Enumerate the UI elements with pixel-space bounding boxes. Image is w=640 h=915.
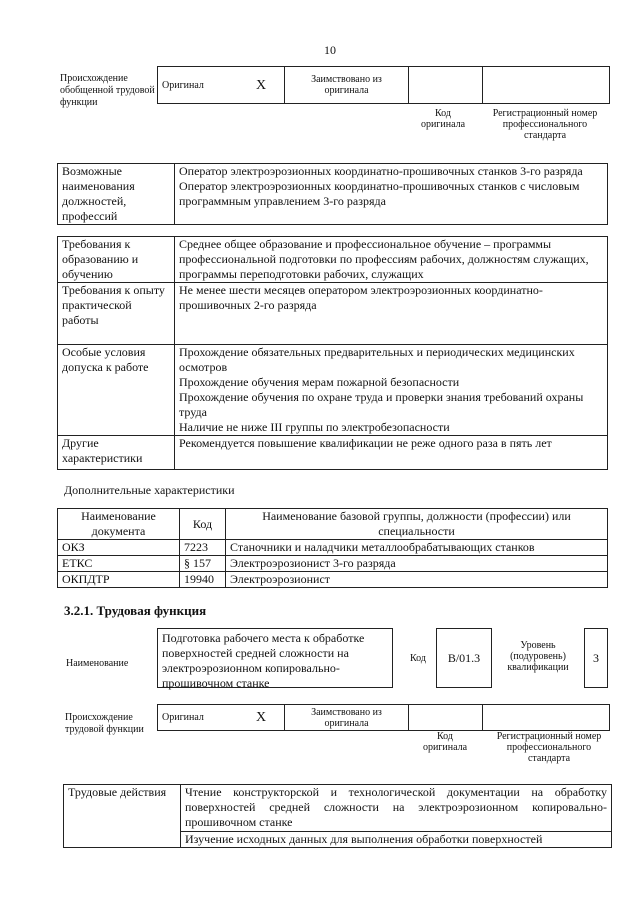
- header-document: Наименование документа: [58, 509, 180, 540]
- reg-caption: Регистрационный номер профессионального стандарта: [492, 108, 598, 141]
- requirements-table: [57, 236, 608, 470]
- education-label: Требования к образованию и обучению: [58, 237, 175, 283]
- action-item: Изучение исходных данных для выполнения обработки поверхностей: [181, 832, 612, 848]
- original2-label: Оригинал: [158, 705, 253, 731]
- education-text: Среднее общее образование и профессиональное обучение – программы профессиональной подготовки по профессиям рабочих, должностям служащих, программы переподготовки рабочих, служащих: [175, 237, 608, 283]
- level-label: Уровень (подуровень) квалификации: [507, 640, 569, 673]
- name-cell: Электроэрозионист 3-го разряда: [226, 556, 608, 572]
- positions-table: [57, 163, 608, 225]
- original-label: Оригинал: [158, 67, 253, 104]
- page-number: 10: [324, 43, 336, 57]
- header-name: Наименование базовой группы, должности (профессии) или специальности: [226, 509, 608, 540]
- function-code-label: Код: [410, 653, 426, 664]
- original2-mark: X: [252, 705, 285, 731]
- function-name-box: Подготовка рабочего места к обработке поверхностей средней сложности на электроэрозионном копировально-прошивочном станке: [157, 628, 393, 688]
- doc-cell: ЕТКС: [58, 556, 180, 572]
- other-text: Рекомендуется повышение квалификации не реже одного раза в пять лет: [175, 436, 608, 470]
- function-name-label: Наименование: [66, 658, 129, 669]
- function-title: 3.2.1. Трудовая функция: [64, 603, 207, 618]
- code2-caption: Код оригинала: [422, 731, 468, 753]
- code-cell: 19940: [180, 572, 226, 588]
- reg2-number-cell: [483, 705, 610, 731]
- table-row: [58, 572, 608, 588]
- actions-table: [63, 784, 612, 848]
- experience-label: Требования к опыту практической работы: [58, 283, 175, 345]
- code-caption: Код оригинала: [420, 108, 466, 130]
- additional-title: Дополнительные характеристики: [64, 483, 235, 497]
- borrowed-label: Заимствовано из оригинала: [285, 67, 409, 104]
- additional-table: [57, 508, 608, 588]
- origin-table: [157, 66, 610, 104]
- conditions-text: Прохождение обязательных предварительных и периодических медицинских осмотров Прохождение обучения мерам пожарной безопасности Прохождение обучения по охране труда и проверки знания требований охраны труда Наличие не ниже III группы по электробезопасности: [175, 345, 608, 436]
- header-code: Код: [180, 509, 226, 540]
- action-item: Чтение конструкторской и технологической документации на обработку поверхностей средней сложности на электроэрозионном копировально-прошивочном станке: [181, 785, 612, 832]
- positions-text: Оператор электроэрозионных координатно-прошивочных станков 3-го разряда Оператор электроэрозионных координатно-прошивочных станков с числовым программным управлением 3-го разряда: [175, 164, 608, 225]
- original2-code-cell: [409, 705, 483, 731]
- name-cell: Станочники и наладчики металлообрабатывающих станков: [226, 540, 608, 556]
- origin2-table: [157, 704, 610, 731]
- origin2-label: Происхождение трудовой функции: [65, 712, 144, 735]
- original-code-cell: [409, 67, 483, 104]
- doc-cell: ОКЗ: [58, 540, 180, 556]
- function-code-box: B/01.3: [436, 628, 492, 688]
- positions-label: Возможные наименования должностей, профессий: [58, 164, 175, 225]
- reg-number-cell: [483, 67, 610, 104]
- table-row: [58, 540, 608, 556]
- level-box: 3: [584, 628, 608, 688]
- conditions-label: Особые условия допуска к работе: [58, 345, 175, 436]
- table-row: [58, 556, 608, 572]
- borrowed2-label: Заимствовано из оригинала: [285, 705, 409, 731]
- reg2-caption: Регистрационный номер профессионального стандарта: [496, 731, 602, 764]
- experience-text: Не менее шести месяцев оператором электроэрозионных координатно-прошивочных 2-го разряда: [175, 283, 608, 345]
- code-cell: § 157: [180, 556, 226, 572]
- original-mark: X: [252, 67, 285, 104]
- name-cell: Электроэрозионист: [226, 572, 608, 588]
- other-label: Другие характеристики: [58, 436, 175, 470]
- origin-label: Происхождение обобщенной трудовой функции: [60, 73, 155, 108]
- code-cell: 7223: [180, 540, 226, 556]
- doc-cell: ОКПДТР: [58, 572, 180, 588]
- actions-label: Трудовые действия: [64, 785, 181, 848]
